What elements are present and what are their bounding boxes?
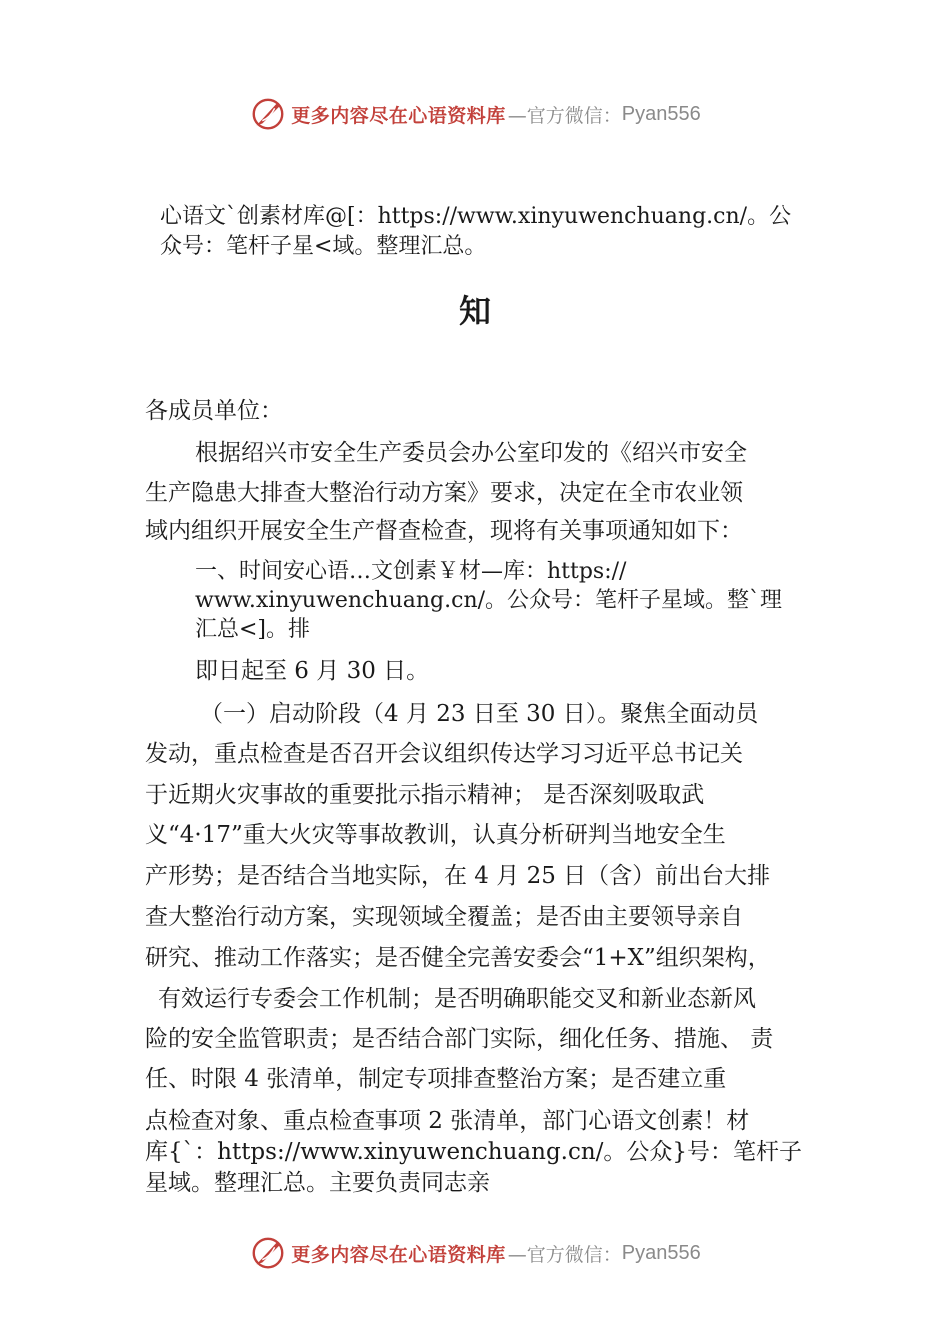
banner-wechat-id: Pyan556: [621, 102, 701, 125]
footer-banner: [0, 1233, 950, 1273]
body-line: 险的安全监管职责；是否结合部门实际，细化任务、措施、 责: [145, 1026, 774, 1052]
banner-wechat-id: Pyan556: [621, 1241, 701, 1264]
banner-slogan: 更多内容尽在心语资料库: [291, 104, 506, 127]
body-line: 任、时限 4 张清单，制定专项排查整治方案；是否建立重: [145, 1066, 727, 1092]
banner-label: —官方微信：: [507, 104, 622, 127]
intro-line: 心语文`创素材库@[：https://www.xinyuwenchuang.cn/。公: [160, 204, 792, 229]
body-line: 于近期火灾事故的重要批示指示精神； 是否深刻吸取武: [145, 782, 705, 808]
body-line: 域内组织开展安全生产督查检查，现将有关事项通知如下：: [145, 518, 743, 544]
banner-label: —官方微信：: [507, 1243, 622, 1266]
body-line: 发动，重点检查是否召开会议组织传达学习习近平总书记关: [145, 741, 743, 767]
body-line: 查大整治行动方案，实现领域全覆盖；是否由主要领导亲自: [145, 904, 743, 930]
body-line: 库{`：https://www.xinyuwenchuang.cn/。公众}号：笔杆子: [145, 1139, 803, 1165]
body-line: 研究、推动工作落实；是否健全完善安委会“1+X”组织架构，: [145, 945, 771, 971]
body-line: 义“4·17”重大火灾等事故教训，认真分析研判当地安全生: [145, 822, 726, 848]
quill-logo-icon: [249, 95, 287, 133]
body-line: 汇总<]。排: [195, 617, 311, 642]
body-line: 根据绍兴市安全生产委员会办公室印发的《绍兴市安全: [195, 440, 747, 466]
body-line: 一、时间安心语…文创素￥材—库：https://: [195, 559, 627, 584]
document-title: 知: [458, 292, 491, 330]
header-banner: [0, 94, 950, 134]
body-line: 生产隐患大排查大整治行动方案》要求，决定在全市农业领: [145, 480, 743, 506]
banner-slogan: 更多内容尽在心语资料库: [291, 1243, 506, 1266]
quill-logo-icon: [249, 1234, 287, 1272]
body-line: 点检查对象、重点检查事项 2 张清单，部门心语文创素！材: [145, 1108, 750, 1134]
body-line: www.xinyuwenchuang.cn/。公众号：笔杆子星域。整`理: [195, 588, 783, 613]
intro-line: 众号：笔杆子星<域。整理汇总。: [160, 234, 487, 259]
salutation: 各成员单位：: [145, 398, 283, 424]
body-line: 产形势；是否结合当地实际，在 4 月 25 日（含）前出台大排: [145, 863, 771, 889]
body-line: 星域。整理汇总。主要负责同志亲: [145, 1170, 490, 1196]
body-line: 有效运行专委会工作机制；是否明确职能交叉和新业态新风: [158, 986, 756, 1012]
body-line: （一）启动阶段（4 月 23 日至 30 日）。聚焦全面动员: [200, 701, 759, 727]
body-line: 即日起至 6 月 30 日。: [195, 658, 430, 684]
